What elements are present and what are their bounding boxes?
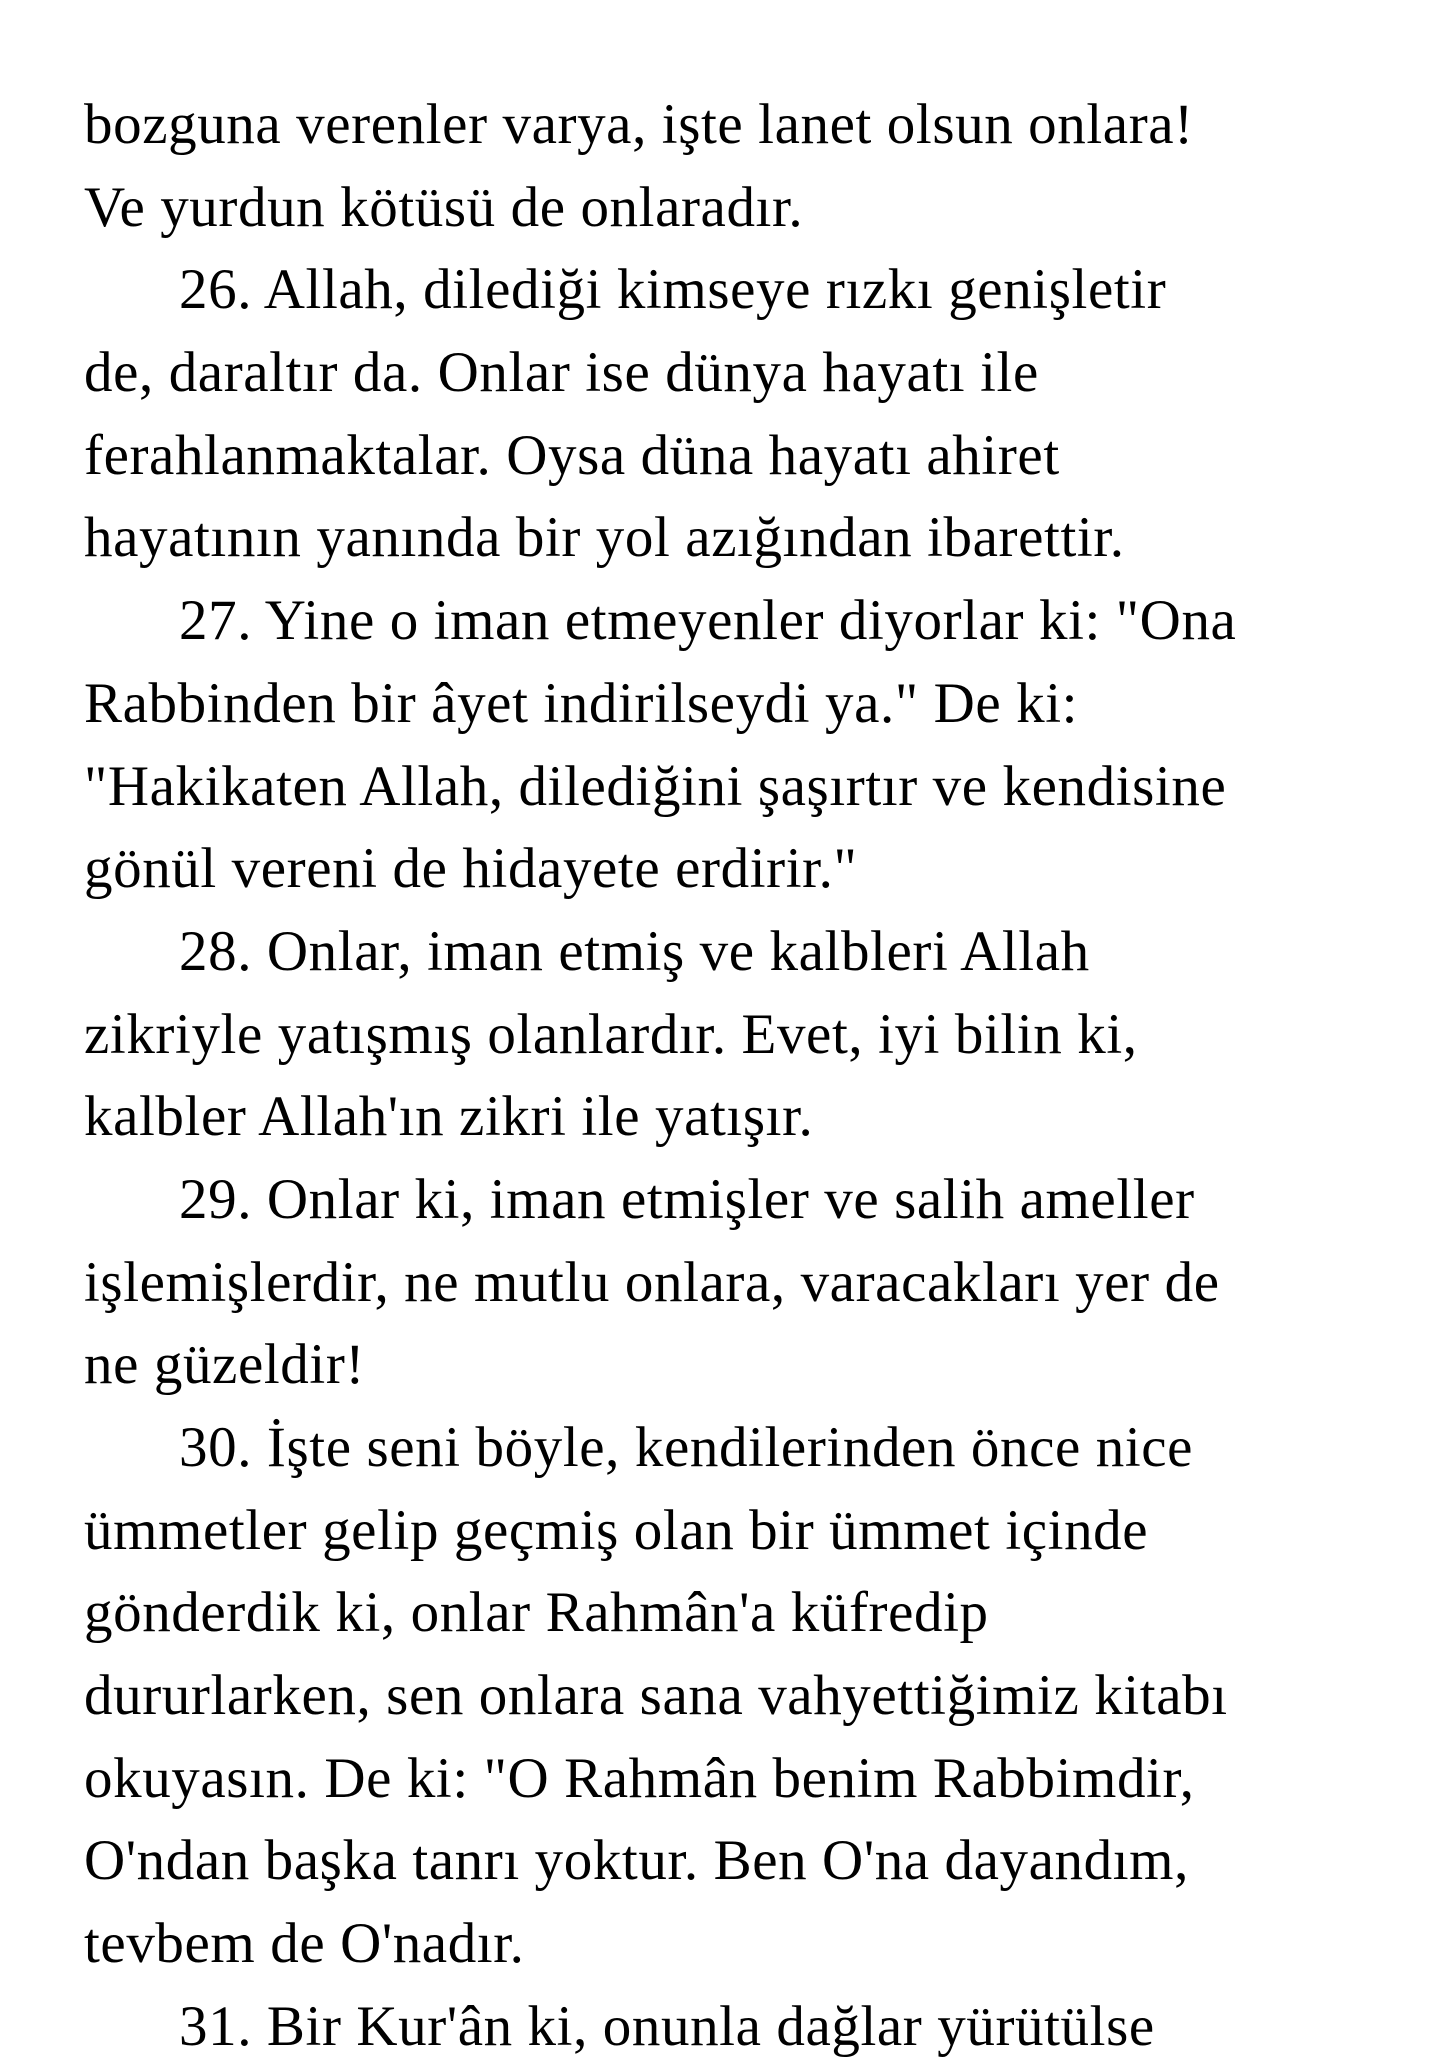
text-line: O'ndan başka tanrı yoktur. Ben O'na dayandım, [84,1829,1189,1893]
text-line: Rabbinden bir âyet indirilseydi ya." De ki: [84,671,1079,735]
verse-26-start: 26. Allah, dilediği kimseye rızkı genişletir [179,258,1167,322]
text-line: gönderdik ki, onlar Rahmân'a küfredip [84,1581,989,1645]
text-line: bozguna verenler varya, işte lanet olsun onlara! [84,93,1194,156]
text-line: ümmetler gelip geçmiş olan bir ümmet içinde [84,1498,1149,1562]
verse-29-start: 29. Onlar ki, iman etmişler ve salih ameller [179,1167,1195,1231]
text-line: "Hakikaten Allah, dilediğini şaşırtır ve kendisine [84,754,1227,818]
text-line: okuyasın. De ki: "O Rahmân benim Rabbimdir, [84,1746,1195,1810]
text-line: zikriyle yatışmış olanlardır. Evet, iyi bilin ki, [84,1002,1138,1066]
text-line: ferahlanmaktalar. Oysa düna hayatı ahiret [84,423,1060,487]
verse-30-start: 30. İşte seni böyle, kendilerinden önce nice [179,1416,1194,1479]
text-line: ne güzeldir! [84,1333,365,1397]
verse-31-start: 31. Bir Kur'ân ki, onunla dağlar yürütülse [179,1994,1155,2058]
verse-27-start: 27. Yine o iman etmeyenler diyorlar ki: "Ona [179,589,1237,653]
text-line: hayatının yanında bir yol azığından ibarettir. [84,506,1125,570]
verse-28-start: 28. Onlar, iman etmiş ve kalbleri Allah [179,919,1090,983]
text-line: dururlarken, sen onlara sana vahyettiğimiz kitabı [84,1664,1228,1728]
text-line: tevbem de O'nadır. [84,1912,525,1976]
text-line: Ve yurdun kötüsü de onlaradır. [84,175,804,239]
text-line: de, daraltır da. Onlar ise dünya hayatı ile [84,341,1039,405]
text-line: gönül vereni de hidayete erdirir." [84,837,858,901]
document-page [84,84,1404,2069]
text-line: işlemişlerdir, ne mutlu onlara, varacakları yer de [84,1250,1220,1314]
text-line: kalbler Allah'ın zikri ile yatışır. [84,1085,814,1149]
